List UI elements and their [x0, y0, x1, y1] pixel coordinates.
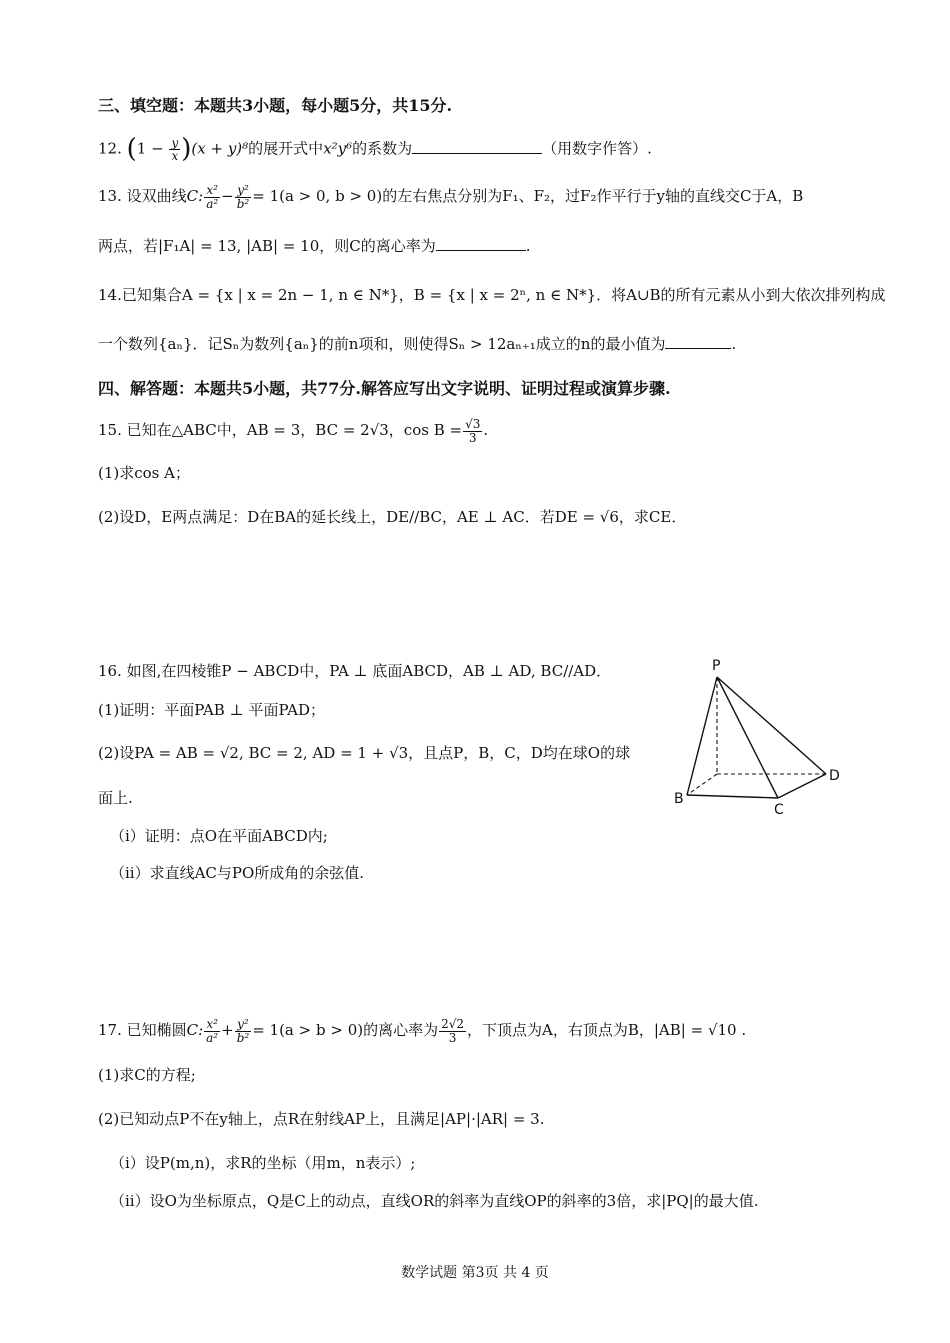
q13-text2: 的左右焦点分别为F₁、F₂，过F₂作平行于y轴的直线交C于A，B — [382, 187, 804, 206]
q15-part2: (2)设D，E两点满足：D在BA的延长线上，DE//BC，AE ⊥ AC．若DE = √6，求CE． — [98, 508, 687, 526]
q12-one-minus: 1 − — [136, 139, 164, 158]
q17-frac1 — [204, 1018, 220, 1044]
q17-e-num: 2√2 — [441, 1017, 465, 1031]
question-15 — [98, 418, 488, 444]
label-c: C — [774, 802, 784, 818]
q12-text-end: 的系数为 — [352, 139, 413, 158]
label-d: D — [829, 768, 840, 784]
q12-fraction — [169, 137, 180, 163]
q16-sub-i: （i）证明：点O在平面ABCD内; — [110, 827, 328, 845]
q15-line1-end: . — [483, 421, 489, 440]
q13-answer-blank[interactable] — [436, 236, 526, 251]
q16-part2: (2)设PA = AB = √2, BC = 2, AD = 1 + √3，且点P，B，C，D均在球O的球 — [98, 744, 631, 762]
q13-number: 13. — [98, 187, 122, 206]
q16-part1: (1)证明：平面PAB ⊥ 平面PAD； — [98, 701, 326, 719]
q13-frac1-den: a² — [206, 196, 219, 211]
edge-bc — [687, 795, 778, 798]
edge-pd — [717, 677, 826, 774]
question-12 — [98, 134, 652, 165]
q12-term: x²y⁶ — [323, 139, 353, 158]
q12-paren-right: ) — [181, 134, 192, 164]
q17-line1-b: ，下顶点为A，右顶点为B，|AB| = √10 . — [467, 1021, 747, 1040]
q17-line1-a: 17. 已知椭圆 — [98, 1021, 187, 1040]
q12-paren-left: ( — [126, 134, 137, 164]
q17-frac2-den: b² — [236, 1030, 250, 1045]
q15-cos-den: 3 — [468, 430, 477, 445]
edge-cd — [778, 774, 826, 798]
q13-frac1 — [204, 184, 220, 210]
q15-part1: (1)求cos A； — [98, 464, 190, 482]
q15-cos-num: √3 — [465, 417, 481, 431]
q12-frac-den: x — [171, 149, 179, 164]
q13-minus: − — [221, 187, 234, 206]
q12-expr: (x + y)⁸ — [191, 139, 249, 158]
label-p: P — [712, 658, 721, 674]
q15-line1: 15. 已知在△ABC中，AB = 3，BC = 2√3，cos B = — [98, 421, 463, 440]
q17-frac2 — [235, 1018, 252, 1044]
q17-sub-ii: （ii）设O为坐标原点，Q是C上的动点，直线OR的斜率为直线OP的斜率的3倍，求|PQ|的最大值. — [110, 1192, 759, 1210]
q17-part2: (2)已知动点P不在y轴上，点R在射线AP上，且满足|AP|·|AR| = 3. — [98, 1110, 545, 1128]
edge-pc — [717, 677, 778, 798]
question-14-line2 — [98, 334, 736, 353]
q13-curve: C: — [186, 187, 204, 206]
question-17 — [98, 1018, 746, 1044]
section3-heading: 三、填空题：本题共3小题，每小题5分，共15分. — [98, 96, 453, 115]
q13-frac1-num: x² — [204, 184, 220, 198]
q12-answer-blank[interactable] — [412, 139, 542, 154]
q17-e-den: 3 — [448, 1030, 457, 1045]
q13-text1: 设双曲线 — [126, 187, 187, 206]
q17-frac1-num: x² — [204, 1018, 220, 1032]
q14-answer-blank[interactable] — [665, 334, 731, 349]
q17-cond: = 1(a > b > 0)的离心率为 — [252, 1021, 439, 1040]
q17-eccentricity-frac — [439, 1018, 466, 1044]
q13-frac2-den: b² — [236, 196, 250, 211]
q13-frac2-num: y² — [235, 184, 252, 198]
q14-end: . — [731, 335, 737, 353]
pyramid-figure — [660, 650, 850, 820]
q14-line2: 一个数列{aₙ}．记Sₙ为数列{aₙ}的前n项和，则使得Sₙ > 12aₙ₊₁成立的n的最小值为 — [98, 335, 666, 353]
q13-line2: 两点，若|F₁A| = 13, |AB| = 10，则C的离心率为 — [98, 237, 436, 255]
question-13 — [98, 184, 803, 210]
q17-plus: + — [221, 1021, 234, 1040]
q13-frac2 — [235, 184, 252, 210]
q12-text-mid: 的展开式中 — [248, 139, 324, 158]
q17-frac1-den: a² — [206, 1030, 219, 1045]
question-14: 14.已知集合A = {x | x = 2n − 1, n ∈ N*}，B = {x | x = 2ⁿ, n ∈ N*}．将A∪B的所有元素从小到大依次排列构成 — [98, 286, 886, 304]
q17-frac2-num: y² — [235, 1018, 252, 1032]
page-footer: 数学试题 第3页 共 4 页 — [401, 1265, 549, 1281]
q16-line1: 16. 如图,在四棱锥P − ABCD中，PA ⊥ 底面ABCD，AB ⊥ AD, BC//AD． — [98, 662, 612, 680]
edge-pb — [687, 677, 717, 795]
q16-sub-ii: （ii）求直线AC与PO所成角的余弦值. — [110, 864, 365, 882]
q12-frac-num: y — [171, 135, 179, 150]
q12-number: 12. — [98, 139, 122, 158]
q16-part2b: 面上. — [98, 789, 133, 807]
q13-end: . — [525, 237, 531, 255]
section4-heading: 四、解答题：本题共5小题，共77分.解答应写出文字说明、证明过程或演算步骤. — [98, 379, 671, 398]
q13-cond: = 1(a > 0, b > 0) — [252, 187, 383, 206]
q12-note: （用数字作答）. — [542, 139, 652, 158]
q15-cos-frac — [463, 418, 482, 444]
label-b: B — [674, 791, 684, 807]
q17-sub-i: （i）设P(m,n)，求R的坐标（用m，n表示）; — [110, 1154, 416, 1172]
question-13-line2 — [98, 236, 531, 255]
q17-curve: C: — [186, 1021, 204, 1040]
q17-part1: (1)求C的方程; — [98, 1066, 196, 1084]
